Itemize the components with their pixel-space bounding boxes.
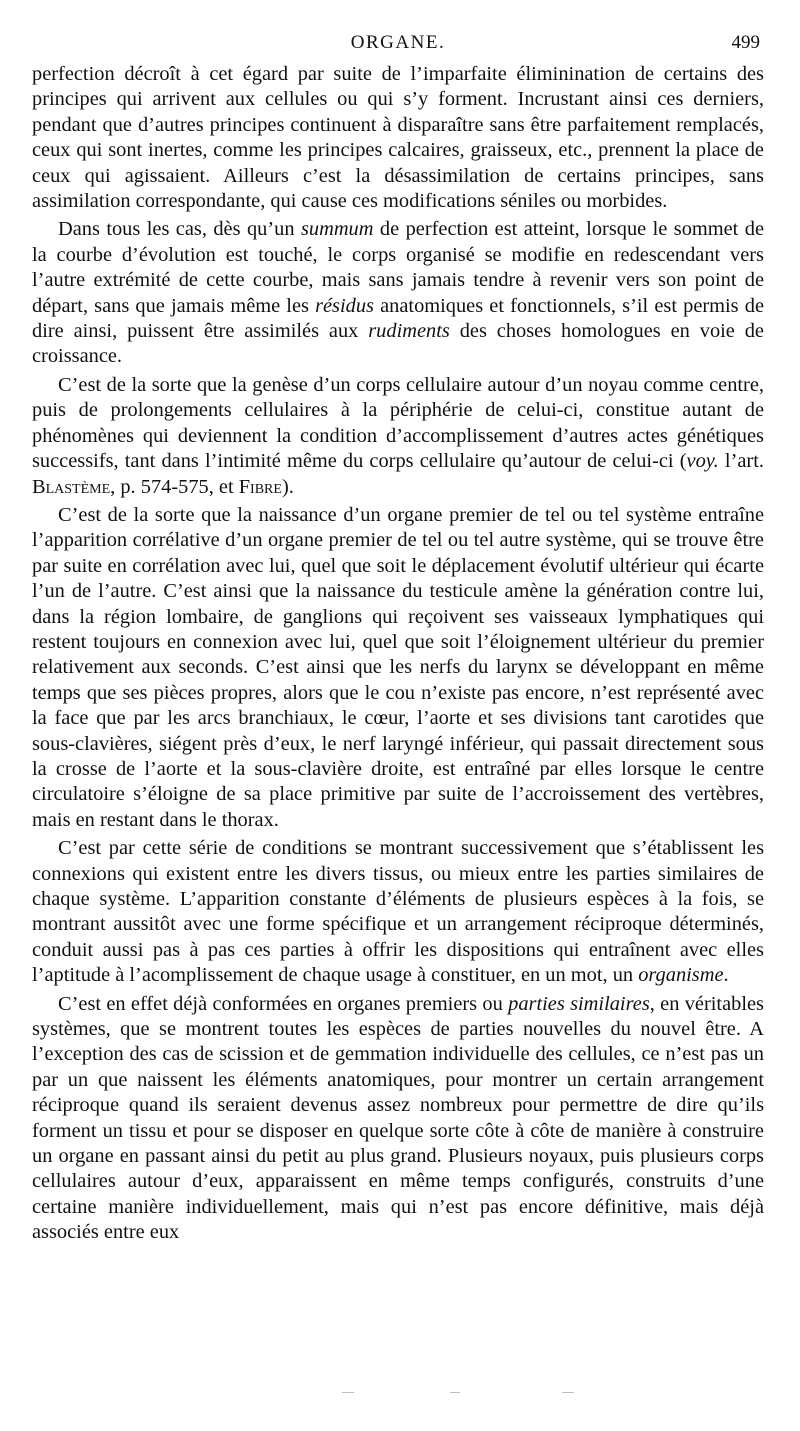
italic-term: résidus bbox=[315, 294, 374, 317]
running-header bbox=[32, 28, 764, 62]
italic-term: rudiments bbox=[368, 320, 450, 343]
bottom-print-marks bbox=[0, 1392, 800, 1398]
text-run: des choses homologues en voie de croissance. bbox=[32, 320, 764, 368]
cross-reference: Blastème bbox=[32, 475, 111, 498]
italic-term: summum bbox=[300, 218, 374, 241]
print-mark bbox=[450, 1392, 460, 1393]
body-text bbox=[32, 62, 764, 1246]
text-run: , p. 574-575, et bbox=[110, 475, 239, 498]
text-run: de perfection est atteint, lorsque le sommet de la courbe d’évolution est touché, le corps organisé se modifie en redescendant vers l’autre extrémité de cette courbe, mais sans jamais tendre à revenir vers son point de départ, sans que jamais même les bbox=[32, 218, 764, 317]
paragraph-3 bbox=[32, 373, 764, 500]
paragraph-5 bbox=[32, 836, 764, 988]
paragraph-2 bbox=[32, 217, 764, 369]
text-run: perfection décroît à cet égard par suite de l’imparfaite éliminination de certains des principes qui arrivent aux cellules ou qui s’y forment. Incrustant ainsi ces derniers, pendant que d’autres principes continuent à disparaître sans être parfaitement remplacés, ceux qui sont inertes, comme les principes calcaires, graisseux, etc., prennent la place de ceux qui agissaient. Ailleurs c’est la désassimilation de certains principes, sans assimilation correspondante, qui cause ces modifications séniles ou morbides. bbox=[32, 63, 764, 213]
text-run: C’est en effet déjà conformées en organes premiers ou bbox=[58, 992, 509, 1015]
text-run: C’est de la sorte que la genèse d’un corps cellulaire autour d’un noyau comme centre, puis de prolongements cellulaires à la périphérie de celui-ci, constitue autant de phénomènes qui deviennent la condition d’accomplissement d’autres actes génétiques successifs, tant dans l’intimité même du corps cellulaire qu’autour de celui-ci ( bbox=[32, 373, 764, 473]
text-run: C’est par cette série de conditions se montrant successivement que s’établissent les connexions qui existent entre les divers tissus, ou mieux entre les parties similaires de chaque système. L’apparition constante d’éléments de plusieurs espèces à la fois, se montrant aussitôt avec une forme spécifique et un arrangement réciproque déterminés, conduit aussi pas à pas ces parties à offrir les dispositions qui entraînent avec elles l’aptitude à l’acomplissement de chaque usage à constituer, en un mot, un bbox=[32, 837, 764, 987]
paragraph-4 bbox=[32, 503, 764, 833]
text-run: . bbox=[723, 964, 729, 987]
italic-term: voy. bbox=[686, 450, 719, 473]
cross-reference: Fibre bbox=[238, 475, 282, 498]
book-page bbox=[32, 28, 764, 1249]
print-mark bbox=[342, 1392, 354, 1393]
running-title: ORGANE. bbox=[350, 32, 446, 53]
text-run: , en véritables systèmes, que se montrent toutes les espèces de parties nouvelles du nouvel être. A l’exception des cas de scission et de gemmation individuelle des cellules, ce n’est pas un par un que naissent les éléments anatomiques, pour montrer un certain arrangement réciproque quand ils seraient devenus assez nombreux pour permettre de dire qu’ils forment un tissu et pour se disposer en quelque sorte côte à côte de manière à construire un organe en passant ainsi du petit au plus grand. Plusieurs noyaux, puis plusieurs corps cellulaires autour d’eux, apparaissent en même temps configurés, construits d’une certaine manière individuellement, mais qui n’est pas encore définitive, mais déjà associés entre eux bbox=[32, 992, 764, 1244]
text-run: Dans tous les cas, dès qu’un bbox=[58, 218, 301, 241]
page-number: 499 bbox=[731, 32, 760, 53]
italic-term: parties similaires bbox=[508, 992, 650, 1015]
paragraph-6 bbox=[32, 992, 764, 1246]
text-run: ). bbox=[281, 475, 294, 498]
text-run: C’est de la sorte que la naissance d’un organe premier de tel ou tel système entraîne l’apparition corrélative d’un organe premier de tel ou tel autre système, qui se trouve être par suite en corrélation avec lui, quel que soit le déplacement évolutif ultérieur qui écarte l’un de l’autre. C’est ainsi que la naissance du testicule amène la génération contre lui, dans la région lombaire, de ganglions qui reçoivent ses vaisseaux lymphatiques qui restent toujours en connexion avec lui, quel que soit l’éloignement ultérieur du premier relativement aux seconds. C’est ainsi que les nerfs du larynx se développant en même temps que ses pièces propres, alors que le cou n’existe pas encore, n’est représenté avec la face que par les arcs branchiaux, le cœur, l’aorte et ses divisions tant carotides que sous-clavières, siégent près d’eux, le nerf laryngé inférieur, qui passait directement sous la crosse de l’aorte et la sous-clavière droite, est entraîné par elles lorsque le centre circulatoire s’éloigne de sa place primitive par suite de l’accroissement des vertèbres, mais en restant dans le thorax. bbox=[32, 503, 764, 831]
paragraph-1 bbox=[32, 62, 764, 214]
print-mark bbox=[562, 1392, 574, 1393]
text-run: l’art. bbox=[718, 450, 764, 473]
italic-term: organisme bbox=[638, 964, 724, 987]
text-run: anatomiques et fonctionnels, s’il est permis de dire ainsi, puissent être assimilés aux bbox=[32, 294, 764, 343]
